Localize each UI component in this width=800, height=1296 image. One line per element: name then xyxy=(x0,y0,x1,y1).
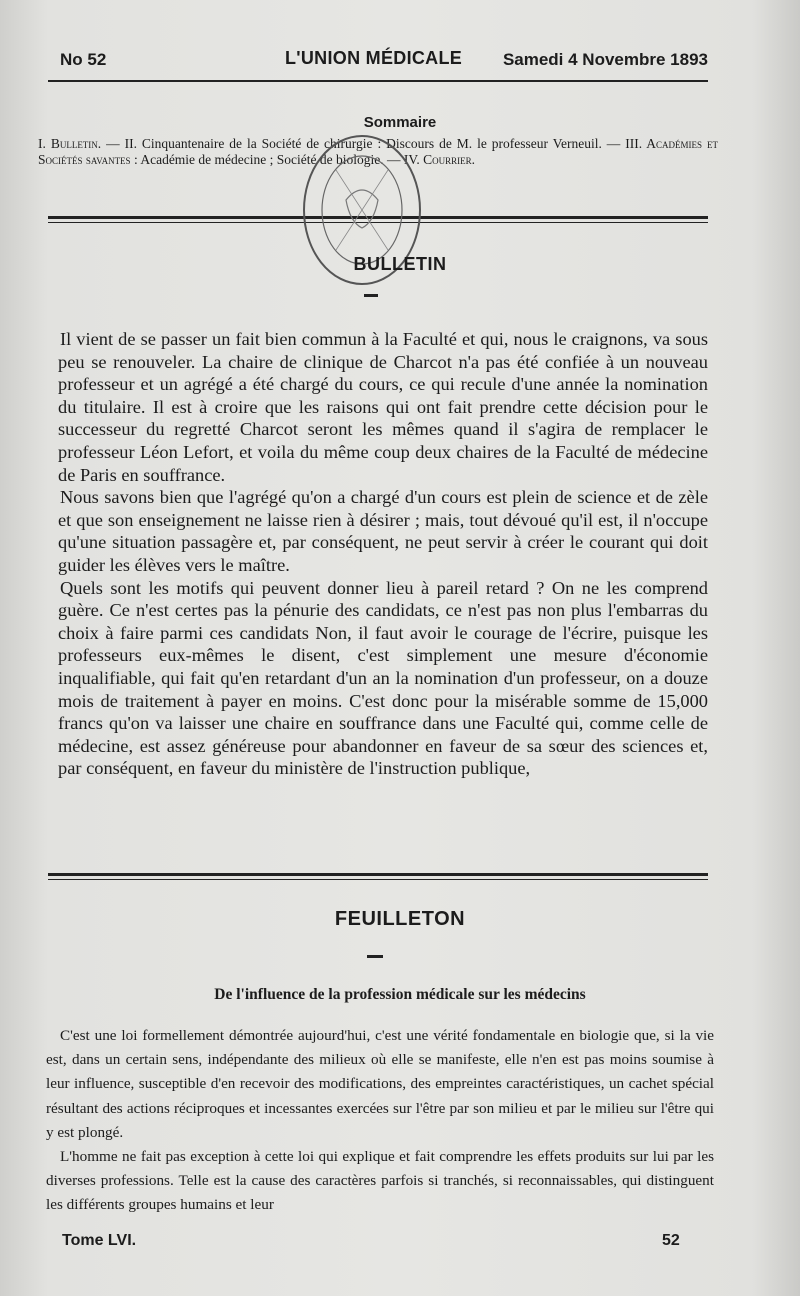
sommaire-title: Sommaire xyxy=(363,114,437,131)
bulletin-title: BULLETIN xyxy=(353,254,447,274)
sommaire-item-courrier: IV. Courrier. xyxy=(403,152,476,167)
issue-number: No 52 xyxy=(60,50,107,69)
journal-title: L'UNION MÉDICALE xyxy=(285,48,463,68)
issue-date: Samedi 4 Novembre 1893 xyxy=(502,50,708,69)
bulletin-paragraph: Il vient de se passer un fait bien commun à la Faculté et qui, nous le craignons, va sous peu se renouveler. La chaire de clinique de Charcot n'a pas été confiée à un nouveau professeur et un agrégé a été chargé du cours, ce qui recule d'une année la nomination du titulaire. Il est à croire que les raisons qui ont fait prendre cette décision pour le successeur du regretté Charcot seront les mêmes quand il s'agira de remplacer le professeur Léon Lefort, et voila du même coup deux chaires de la Faculté de médecine de Paris en souffrance. xyxy=(58,329,708,485)
feuilleton-body xyxy=(46,1024,714,1218)
volume-label: Tome LVI. xyxy=(62,1232,137,1249)
sommaire-item-academies: III. Académies et Sociétés savantes xyxy=(38,136,718,167)
sommaire-item-bulletin: I. Bulletin. xyxy=(38,136,102,151)
bulletin-body xyxy=(58,328,708,780)
feuilleton-dash xyxy=(367,955,383,958)
sommaire-item-cinquantenaire: — II. Cinquantenaire de la Société de chirurgie : Discours de M. le professeur Verneuil. — xyxy=(101,136,626,151)
bulletin-paragraph: Quels sont les motifs qui peuvent donner lieu à pareil retard ? On ne les comprend guère. Ce n'est certes pas la pénurie des candidats, ce n'est pas non plus l'embarras du choix à faire parmi ces candidats Non, il faut avoir le courage de l'écrire, puisque les professeurs eux-mêmes le disent, c'est simplement une mesure d'économie inqualifiable, qui fait qu'en retardant d'un an la nomination d'un professeur, on a douze mois de traitement à payer en moins. C'est donc pour la misérable somme de 15,000 francs qu'on va laisser une chaire en souffrance dans une Faculté qui, comme celle de médecine, est assez généreuse pour abandonner en faveur de sa sœur des sciences et, par conséquent, en faveur du ministère de l'instruction publique, xyxy=(58,577,708,779)
feuilleton-title: FEUILLETON xyxy=(334,908,466,930)
sommaire-item-academies-detail: : Académie de médecine ; Société de biologie. — xyxy=(130,152,404,167)
bulletin-paragraph: Nous savons bien que l'agrégé qu'on a chargé d'un cours est plein de science et de zèle et que son enseignement ne laisse rien à désirer ; mais, tout dévoué qu'il est, il n'occupe qu'une situation passagère et, par conséquent, ne peut servir à créer le courant qui doit guider les élèves vers le maître. xyxy=(58,487,708,575)
feuilleton-rule-bottom xyxy=(48,879,708,880)
page-number: 52 xyxy=(662,1232,680,1249)
feuilleton-rule-top xyxy=(48,873,708,876)
page-header xyxy=(60,48,708,74)
feuilleton-paragraph: L'homme ne fait pas exception à cette loi qui explique et fait comprendre les effets produits sur lui par les diverses professions. Telle est la cause des caractères parfois si tranchés, si reconnaissables, qui distinguent les différents groupes humains et leur xyxy=(46,1148,714,1214)
feuilleton-paragraph: C'est une loi formellement démontrée aujourd'hui, c'est une vérité fondamentale en biologie que, si la vie est, dans un certain sens, indépendante des milieux où elle se manifeste, elle n'en est pas moins soumise à leur influence, susceptible d'en recevoir des modifications, des empreintes caractéristiques, un cachet spécial résultant des actions réciproques et incessantes exercées sur l'être par son milieu et par le milieu sur l'être qui y est plongé. xyxy=(46,1027,714,1141)
header-rule xyxy=(48,80,708,82)
feuilleton-subtitle: De l'influence de la profession médicale sur les médecins xyxy=(214,986,586,1003)
bulletin-dash xyxy=(364,294,378,297)
